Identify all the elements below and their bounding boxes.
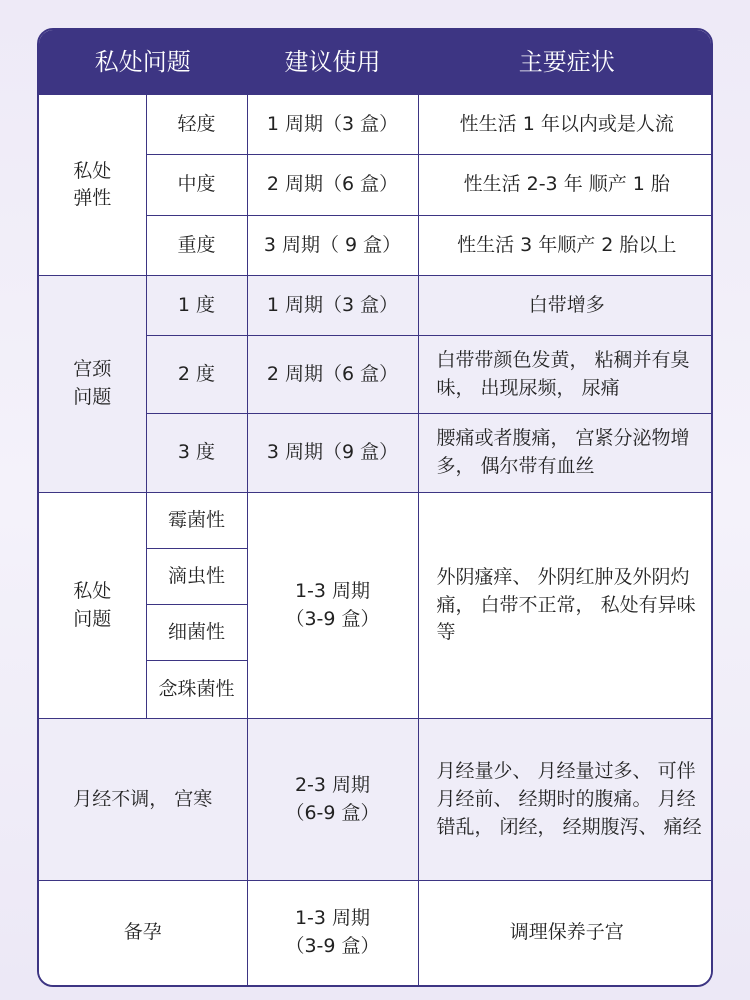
- usage-cell: 3 周期（9 盒）: [247, 414, 418, 492]
- category-infection: 私处 问题: [39, 492, 146, 719]
- usage-cell: 2 周期（6 盒）: [247, 155, 418, 215]
- header-problem: 私处问题: [39, 30, 247, 95]
- symptom-cell: 外阴瘙痒、 外阴红肿及外阴灼痛， 白带不正常， 私处有异味等: [418, 492, 713, 719]
- symptom-cell: 月经量少、 月经量过多、 可伴月经前、 经期时的腹痛。 月经错乱， 闭经， 经期腹泻、 痛经: [418, 719, 713, 881]
- infection-type-cell: 细菌性: [146, 605, 247, 661]
- category-elasticity: 私处 弹性: [39, 95, 146, 276]
- level-cell: 3 度: [146, 414, 247, 492]
- category-pregnancy: 备孕: [39, 881, 247, 985]
- symptom-cell: 性生活 2-3 年 顺产 1 胎: [418, 155, 713, 215]
- usage-cell: 3 周期（ 9 盒）: [247, 215, 418, 275]
- usage-cell: 1 周期（3 盒）: [247, 95, 418, 155]
- infection-type-cell: 霉菌性: [146, 492, 247, 548]
- level-cell: 中度: [146, 155, 247, 215]
- usage-cell: 1-3 周期 （3-9 盒）: [247, 492, 418, 719]
- category-menstrual: 月经不调， 宫寒: [39, 719, 247, 881]
- usage-cell: 1-3 周期 （3-9 盒）: [247, 881, 418, 985]
- level-cell: 2 度: [146, 336, 247, 414]
- usage-cell: 1 周期（3 盒）: [247, 275, 418, 335]
- symptom-cell: 白带增多: [418, 275, 713, 335]
- level-cell: 重度: [146, 215, 247, 275]
- header-symptoms: 主要症状: [418, 30, 713, 95]
- table-header-row: [39, 30, 713, 95]
- table-row: [39, 492, 713, 548]
- table-row: [39, 95, 713, 155]
- treatment-table: [37, 28, 713, 987]
- infection-type-cell: 滴虫性: [146, 548, 247, 604]
- table-row: [39, 881, 713, 985]
- level-cell: 轻度: [146, 95, 247, 155]
- symptom-cell: 性生活 1 年以内或是人流: [418, 95, 713, 155]
- infection-type-cell: 念珠菌性: [146, 661, 247, 719]
- usage-cell: 2 周期（6 盒）: [247, 336, 418, 414]
- category-cervix: 宫颈 问题: [39, 275, 146, 492]
- recommendation-table: [39, 30, 713, 985]
- level-cell: 1 度: [146, 275, 247, 335]
- table-row: [39, 275, 713, 335]
- usage-cell: 2-3 周期 （6-9 盒）: [247, 719, 418, 881]
- header-usage: 建议使用: [247, 30, 418, 95]
- table-row: [39, 719, 713, 881]
- symptom-cell: 腰痛或者腹痛， 宫紧分泌物增多， 偶尔带有血丝: [418, 414, 713, 492]
- symptom-cell: 白带带颜色发黄， 粘稠并有臭味， 出现尿频， 尿痛: [418, 336, 713, 414]
- symptom-cell: 调理保养子宫: [418, 881, 713, 985]
- symptom-cell: 性生活 3 年顺产 2 胎以上: [418, 215, 713, 275]
